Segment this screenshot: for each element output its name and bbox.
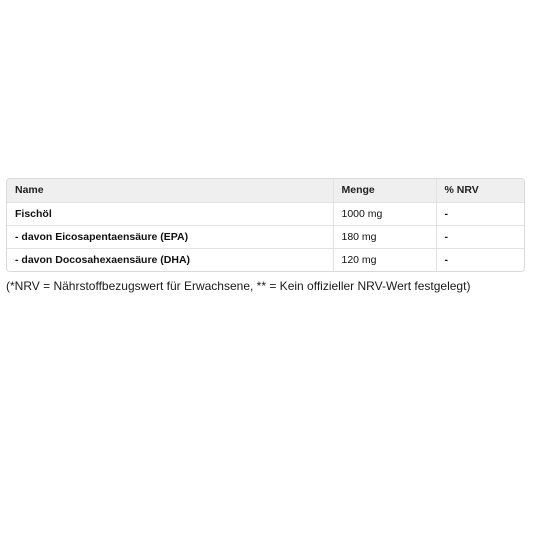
table-row	[7, 225, 524, 248]
nutrition-table-container	[6, 178, 525, 272]
column-header-amount: Menge	[333, 179, 436, 202]
row-nrv-cell: -	[436, 225, 524, 248]
table-header-row	[7, 179, 524, 202]
row-amount-cell: 1000 mg	[333, 202, 436, 225]
row-name-cell: - davon Docosahexaensäure (DHA)	[7, 248, 333, 271]
row-name-cell: - davon Eicosapentaensäure (EPA)	[7, 225, 333, 248]
nrv-footnote: (*NRV = Nährstoffbezugswert für Erwachsene, ** = Kein offizieller NRV-Wert festgelegt)	[6, 279, 471, 293]
nutrition-table	[7, 179, 524, 271]
row-nrv-cell: -	[436, 202, 524, 225]
row-nrv-cell: -	[444, 253, 448, 266]
row-name-cell: Fischöl	[7, 202, 333, 225]
row-amount-cell: 180 mg	[333, 225, 436, 248]
table-row	[7, 202, 524, 225]
table-row	[7, 248, 524, 271]
column-header-nrv: % NRV	[436, 179, 524, 202]
column-header-name: Name	[7, 179, 333, 202]
row-amount-cell: 120 mg	[333, 248, 436, 271]
